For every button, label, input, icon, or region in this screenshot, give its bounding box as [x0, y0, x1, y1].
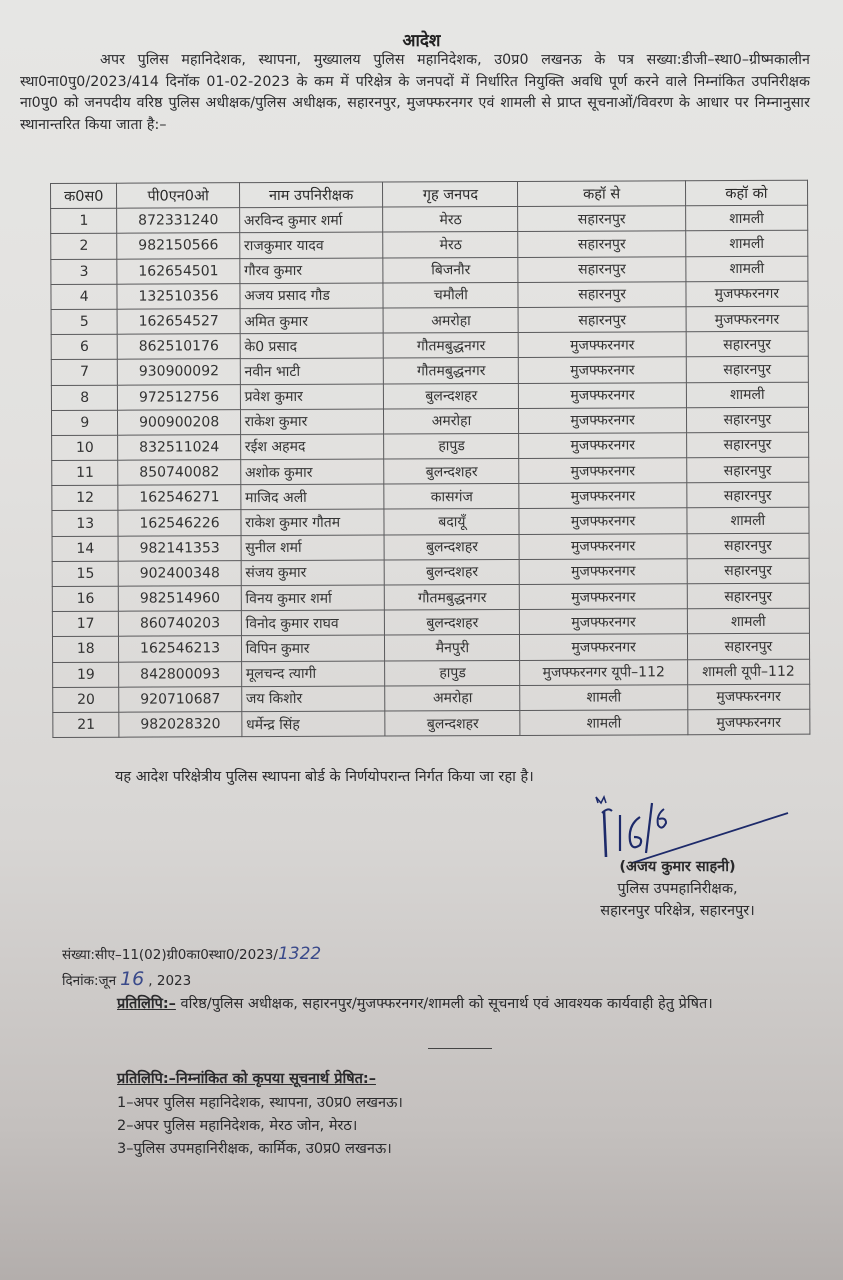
table-row [52, 457, 809, 485]
cell-name: विनोद कुमार राघव [241, 610, 385, 636]
table-row [53, 709, 810, 737]
cell-home-district: बुलन्दशहर [384, 459, 519, 485]
cell-home-district: बुलन्दशहर [385, 610, 520, 636]
table-row [51, 281, 808, 309]
cell-serial: 18 [52, 637, 119, 662]
cell-pno: 860740203 [119, 611, 241, 637]
header-serial: क0स0 [51, 183, 118, 208]
cell-from: सहारनपुर [518, 256, 685, 282]
cell-from: मुजफ्फरनगर [519, 483, 686, 509]
cell-serial: 1 [51, 208, 118, 233]
cell-from: सहारनपुर [519, 307, 686, 333]
table-row [51, 382, 808, 410]
header-pno: पी0एन0ओ [117, 183, 239, 209]
cell-from: सहारनपुर [518, 206, 685, 232]
cell-from: मुजफ्फरनगर [520, 533, 687, 559]
cell-name: अशोक कुमार [240, 459, 384, 485]
reference-handwritten-number: 1322 [277, 944, 322, 964]
cell-name: जय किशोर [241, 686, 385, 712]
cell-home-district: बुलन्दशहर [385, 559, 520, 585]
cell-pno: 162654527 [118, 309, 240, 335]
cell-to: शामली [686, 382, 808, 408]
cell-name: सुनील शर्मा [241, 535, 385, 561]
cell-name: अरविन्द कुमार शर्मा [239, 207, 383, 233]
cell-name: गौरव कुमार [240, 258, 384, 284]
date-handwritten-day: 16 [120, 968, 145, 990]
cell-to: सहारनपुर [686, 407, 808, 433]
cell-home-district: कासगंज [384, 484, 519, 510]
cell-to: शामली [686, 256, 808, 282]
intro-paragraph [20, 50, 810, 136]
table-row [52, 558, 809, 586]
cell-name: अमित कुमार [240, 308, 384, 334]
cell-serial: 3 [51, 259, 118, 284]
cell-from: मुजफ्फरनगर [520, 584, 687, 610]
cell-pno: 930900092 [118, 359, 240, 385]
divider-line [428, 1048, 492, 1049]
cell-name: राजकुमार यादव [239, 232, 383, 258]
cell-to: मुजफ्फरनगर [686, 281, 808, 307]
cell-pno: 972512756 [118, 384, 240, 410]
cell-pno: 872331240 [117, 208, 239, 234]
cell-home-district: बुलन्दशहर [385, 710, 520, 736]
cell-to: शामली [685, 205, 807, 231]
table-row [51, 256, 808, 284]
cell-pno: 902400348 [119, 560, 241, 586]
cell-serial: 16 [52, 586, 119, 611]
cell-serial: 9 [51, 410, 118, 435]
cell-serial: 14 [52, 536, 119, 561]
cell-serial: 13 [52, 511, 119, 536]
cell-serial: 6 [51, 334, 118, 359]
table-row [52, 608, 809, 636]
copy-text: वरिष्ठ/पुलिस अधीक्षक, सहारनपुर/मुजफ्फरनगर/शामली को सूचनार्थ एवं आवश्यक कार्यवाही हेतु प्रेषित। [175, 996, 713, 1012]
table-row [51, 205, 808, 233]
cell-from: मुजफ्फरनगर [519, 458, 686, 484]
cell-home-district: बुलन्दशहर [384, 383, 519, 409]
table-row [52, 634, 809, 662]
cell-pno: 132510356 [117, 283, 239, 309]
cell-serial: 21 [53, 712, 120, 737]
table-header-row [51, 180, 808, 208]
cell-to: शामली [687, 608, 809, 634]
cell-pno: 162546271 [118, 485, 240, 511]
copy-label: प्रतिलिपि:– [117, 996, 176, 1012]
table-row [51, 407, 808, 435]
cell-pno: 982141353 [119, 535, 241, 561]
cell-serial: 19 [53, 662, 120, 687]
cell-home-district: हापुड [384, 433, 519, 459]
cell-to: मुजफ्फरनगर [687, 684, 809, 710]
cell-serial: 11 [52, 460, 119, 485]
table-row [53, 659, 810, 687]
cell-name: मूलचन्द त्यागी [241, 661, 385, 687]
date-suffix: , 2023 [148, 973, 192, 989]
cell-to: मुजफ्फरनगर [686, 306, 808, 332]
copy-to-officials [117, 1068, 403, 1161]
header-to: कहॉ को [685, 180, 807, 206]
cell-from: शामली [520, 710, 687, 736]
cell-name: राकेश कुमार गौतम [241, 509, 385, 535]
cell-to: सहारनपुर [686, 331, 808, 357]
header-home-district: गृह जनपद [383, 181, 518, 207]
cell-from: मुजफ्फरनगर [519, 332, 686, 358]
cell-name: विनय कुमार शर्मा [241, 585, 385, 611]
table-row [52, 432, 809, 460]
cell-to: मुजफ्फरनगर [688, 709, 810, 735]
cell-home-district: अमरोहा [384, 408, 519, 434]
copy-recipient-item: 2–अपर पुलिस महानिदेशक, मेरठ जोन, मेरठ। [117, 1118, 358, 1134]
cell-to: सहारनपुर [686, 457, 808, 483]
table-row [52, 533, 809, 561]
cell-home-district: हापुड [385, 660, 520, 686]
cell-to: शामली [685, 231, 807, 257]
cell-pno: 862510176 [118, 334, 240, 360]
cell-pno: 162654501 [117, 258, 239, 284]
cell-home-district: बदायूँ [384, 509, 519, 535]
table-row [51, 357, 808, 385]
cell-pno: 982028320 [119, 712, 241, 738]
cell-name: धर्मेन्द्र सिंह [242, 711, 386, 737]
cell-home-district: मैनपुरी [385, 635, 520, 661]
cell-name: प्रवेश कुमार [240, 384, 384, 410]
cell-home-district: चमौली [383, 282, 518, 308]
reference-prefix: संख्या:सीए–11(02)ग्री0का0स्था0/2023/ [62, 947, 278, 963]
cell-to: सहारनपुर [687, 482, 809, 508]
table-row [52, 508, 809, 536]
copy-recipient-item: 3–पुलिस उपमहानिरीक्षक, कार्मिक, उ0प्र0 लखनऊ। [117, 1141, 392, 1157]
cell-from: शामली [520, 684, 687, 710]
cell-home-district: गौतमबुद्धनगर [384, 333, 519, 359]
cell-to: सहारनपुर [687, 558, 809, 584]
date-prefix: दिनांक:जून [62, 973, 117, 989]
cell-pno: 162546213 [119, 636, 241, 662]
cell-to: सहारनपुर [686, 432, 808, 458]
reference-date [62, 968, 191, 990]
cell-pno: 842800093 [119, 661, 241, 687]
signatory-name: (अजय कुमार साहनी) [619, 859, 736, 875]
cell-name: संजय कुमार [241, 560, 385, 586]
table-body [51, 205, 810, 737]
cell-pno: 832511024 [118, 435, 240, 461]
cell-to: सहारनपुर [687, 634, 809, 660]
cell-from: मुजफ्फरनगर [519, 407, 686, 433]
cell-home-district: मेरठ [383, 207, 518, 233]
cell-serial: 2 [51, 234, 118, 259]
cell-name: राकेश कुमार [240, 409, 384, 435]
header-from: कहॉ से [518, 181, 685, 207]
cell-to: सहारनपुर [687, 583, 809, 609]
intro-text: अपर पुलिस महानिदेशक, स्थापना, मुख्यालय पुलिस महानिदेशक, उ0प्र0 लखनऊ के पत्र सख्या:डीजी–स्था0–ग्रीष्मकालीन स्था0ना0पु0/2023/414 दिनॉक 01-02-2023 के कम में परिक्षेत्र के जनपदों में निर्धारित नियुक्ति अवधि पूर्ण करने वाले निम्नांकित उपनिरीक्षक ना0पु0 को जनपदीय वरिष्ठ पुलिस अधीक्षक/पुलिस अधीक्षक, सहारनपुर, मुजफ्फरनगर एवं शामली से प्राप्त सूचनाओं/विवरण के आधार पर निम्नानुसार स्थानान्तरित किया जाता है:– [20, 52, 810, 133]
cell-from: मुजफ्फरनगर [520, 634, 687, 660]
cell-from: मुजफ्फरनगर यूपी–112 [520, 659, 687, 685]
cell-from: मुजफ्फरनगर [520, 559, 687, 585]
cell-pno: 162546226 [118, 510, 240, 536]
copy-recipient-item: 1–अपर पुलिस महानिदेशक, स्थापना, उ0प्र0 लखनऊ। [117, 1095, 403, 1111]
signatory-designation: पुलिस उपमहानिरीक्षक, [617, 881, 738, 897]
cell-serial: 8 [51, 385, 118, 410]
cell-name: विपिन कुमार [241, 635, 385, 661]
cell-home-district: मेरठ [383, 232, 518, 258]
table-row [53, 684, 810, 712]
signatory-office: सहारनपुर परिक्षेत्र, सहारनपुर। [600, 903, 755, 919]
cell-name: माजिद अली [241, 484, 385, 510]
cell-serial: 4 [51, 284, 118, 309]
cell-from: मुजफ्फरनगर [519, 508, 686, 534]
cell-pno: 982150566 [117, 233, 239, 259]
cell-serial: 20 [53, 687, 120, 712]
cell-name: के0 प्रसाद [240, 333, 384, 359]
cell-serial: 7 [51, 360, 118, 385]
signature-handwritten-icon [592, 795, 792, 865]
cell-pno: 850740082 [118, 460, 240, 486]
cell-from: मुजफ्फरनगर [519, 433, 686, 459]
cell-home-district: गौतमबुद्धनगर [384, 358, 519, 384]
cell-home-district: अमरोहा [383, 307, 518, 333]
transfer-table [50, 180, 810, 738]
cell-pno: 982514960 [119, 586, 241, 612]
cell-serial: 17 [52, 611, 119, 636]
cell-to: सहारनपुर [687, 533, 809, 559]
document-title: आदेश [402, 31, 441, 51]
cell-pno: 900900208 [118, 409, 240, 435]
cell-from: मुजफ्फरनगर [519, 382, 686, 408]
reference-number [62, 944, 321, 964]
cell-from: मुजफ्फरनगर [519, 357, 686, 383]
cell-home-district: गौतमबुद्धनगर [385, 584, 520, 610]
cell-name: नवीन भाटी [240, 358, 384, 384]
cell-name: रईश अहमद [240, 434, 384, 460]
cell-name: अजय प्रसाद गौड [240, 283, 384, 309]
copy-to-sp [117, 992, 797, 1016]
cell-from: सहारनपुर [518, 281, 685, 307]
signatory-block [570, 856, 785, 922]
cell-home-district: अमरोहा [385, 685, 520, 711]
cell-pno: 920710687 [119, 686, 241, 712]
table-row [51, 231, 808, 259]
table-row [52, 583, 809, 611]
cell-from: सहारनपुर [518, 231, 685, 257]
cell-serial: 5 [51, 309, 118, 334]
cell-to: सहारनपुर [686, 357, 808, 383]
copy-recipient-list [117, 1092, 403, 1161]
closing-note: यह आदेश परिक्षेत्रीय पुलिस स्थापना बोर्ड के निर्णयोपरान्त निर्गत किया जा रहा है। [115, 769, 534, 785]
header-name: नाम उपनिरीक्षक [239, 182, 383, 208]
table-row [51, 331, 808, 359]
cell-to: शामली यूपी–112 [687, 659, 809, 685]
table-row [52, 482, 809, 510]
cell-serial: 15 [52, 561, 119, 586]
cell-serial: 10 [52, 435, 119, 460]
table-row [51, 306, 808, 334]
copy-list-label: प्रतिलिपि:–निम्नांकित को कृपया सूचनार्थ प्रेषित:– [117, 1071, 376, 1087]
cell-from: मुजफ्फरनगर [520, 609, 687, 635]
cell-to: शामली [687, 508, 809, 534]
cell-home-district: बुलन्दशहर [384, 534, 519, 560]
cell-home-district: बिजनौर [383, 257, 518, 283]
cell-serial: 12 [52, 485, 119, 510]
